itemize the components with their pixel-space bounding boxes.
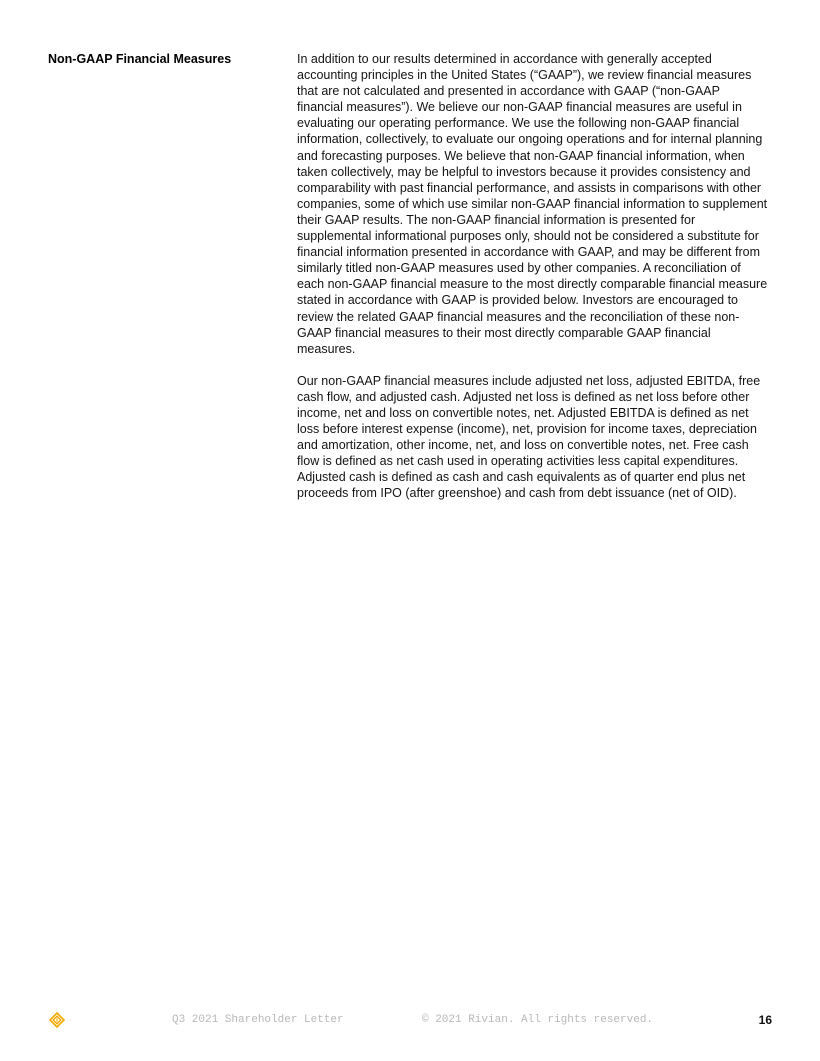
page-number: 16 <box>758 1013 772 1027</box>
body-text-column <box>297 51 769 502</box>
footer-document-title: Q3 2021 Shareholder Letter <box>172 1014 344 1026</box>
section-heading: Non-GAAP Financial Measures <box>48 52 232 66</box>
footer-copyright: © 2021 Rivian. All rights reserved. <box>422 1014 654 1026</box>
paragraph-definitions: Our non-GAAP financial measures include adjusted net loss, adjusted EBITDA, free cash flow, and adjusted cash. Adjusted net loss is defined as net loss before other income, net and loss on convertible notes, net. Adjusted EBITDA is defined as net loss before interest expense (income), net, provision for income taxes, depreciation and amortization, other income, net, and loss on convertible notes, net. Free cash flow is defined as net cash used in operating activities less capital expenditures. Adjusted cash is defined as cash and cash equivalents as of quarter end plus net proceeds from IPO (after greenshoe) and cash from debt issuance (net of OID). <box>297 373 761 501</box>
rivian-logo-icon <box>49 1012 65 1028</box>
paragraph-intro: In addition to our results determined in accordance with generally accepted accounting principles in the United States (“GAAP”), we review financial measures that are not calculated and presented in accordance with GAAP (“non-GAAP financial measures”). We believe our non-GAAP financial measures are useful in evaluating our operating performance. We use the following non-GAAP financial information, collectively, to evaluate our ongoing operations and for internal planning and forecasting purposes. We believe that non-GAAP financial information, when taken collectively, may be helpful to investors because it provides consistency and comparability with past financial performance, and assists in comparisons with other companies, some of which use similar non-GAAP financial information to supplement their GAAP results. The non-GAAP financial information is presented for supplemental informational purposes only, should not be considered a substitute for financial information presented in accordance with GAAP, and may be different from similarly titled non-GAAP measures used by other companies. A reconciliation of each non-GAAP financial measure to the most directly comparable financial measure stated in accordance with GAAP is provided below. Investors are encouraged to review the related GAAP financial measures and the reconciliation of these non-GAAP financial measures to their most directly comparable GAAP financial measures. <box>297 52 768 356</box>
